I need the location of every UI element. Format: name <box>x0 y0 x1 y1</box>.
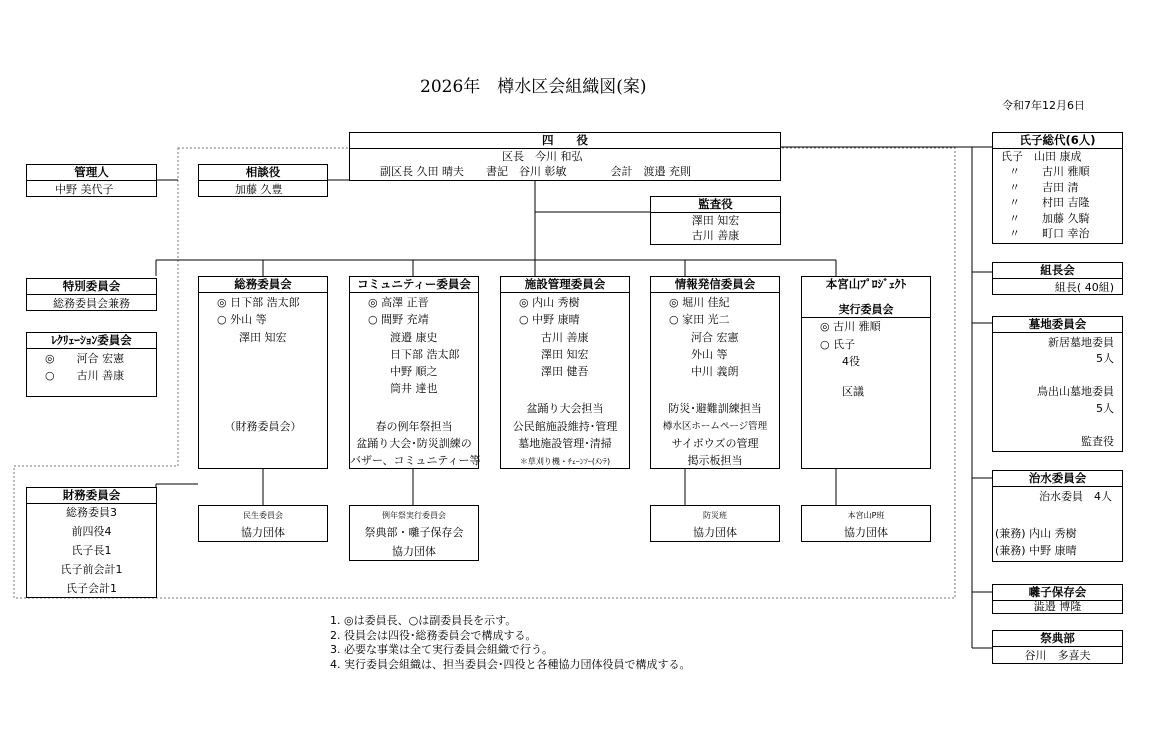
subgroup-minsei <box>198 505 328 542</box>
committee-member: ◎ 日下部 浩太郎 <box>217 296 300 309</box>
kansayaku-box <box>650 196 781 245</box>
zaimu-line: 氏子長1 <box>71 544 112 557</box>
zaimu-line: 氏子会計1 <box>66 582 117 595</box>
document-date: 令和7年12月6日 <box>1002 99 1085 112</box>
subgroup-title: 防災班 <box>703 511 727 520</box>
recreation-line: ○ 古川 善康 <box>45 369 125 382</box>
zaimu-line: 前四役4 <box>71 525 112 538</box>
committee-member: 4役 <box>820 355 860 368</box>
ujiko-member: 〃 町口 幸治 <box>1009 227 1090 240</box>
bochi-line: 5人 <box>1096 352 1114 365</box>
zaimu-header: 財務委員会 <box>27 488 156 504</box>
kumicho-box <box>992 262 1123 295</box>
chisui-header: 治水委員会 <box>993 471 1122 487</box>
committee-duty: 盆踊り大会担当 <box>526 402 604 415</box>
recreation-header: ﾚｸﾘｪｰｼｮﾝ委員会 <box>27 333 156 349</box>
saiten-header: 祭典部 <box>993 631 1122 647</box>
committee-shisetsu <box>500 276 630 469</box>
committee-member: 澤田 知宏 <box>519 348 589 361</box>
hayashi-box <box>992 584 1123 614</box>
committee-community <box>349 276 479 469</box>
chisui-line: 治水委員 4人 <box>1039 490 1112 503</box>
chisui-line: (兼務) 内山 秀樹 <box>995 527 1077 540</box>
bochi-header: 墓地委員会 <box>993 317 1122 333</box>
committee-header: 情報発信委員会 <box>651 277 779 293</box>
hayashi-member: 澁邉 博隆 <box>1033 600 1082 613</box>
recreation-box <box>26 332 157 397</box>
kumicho-member: 組長( 40組) <box>1054 281 1114 294</box>
committee-duty: 春の例年祭担当 <box>375 420 453 433</box>
committee-duty: 盆踊り大会･防災訓練の <box>356 437 472 450</box>
recreation-line: ◎ 河合 宏憲 <box>45 352 125 365</box>
shiyaku-header: 四 役 <box>350 133 780 149</box>
ujiko-member: 氏子 山田 康成 <box>1001 150 1082 163</box>
committee-member: ○ 外山 等 <box>217 313 267 326</box>
committee-member: ○ 家田 光二 <box>669 313 730 326</box>
kanrinin-member: 中野 美代子 <box>55 183 114 196</box>
kansayaku-member: 澤田 知宏 <box>691 214 740 227</box>
committee-header: 総務委員会 <box>199 277 327 293</box>
chisui-line: (兼務) 中野 康晴 <box>995 544 1077 557</box>
committee-hongusan <box>801 276 931 469</box>
committee-somu <box>198 276 328 469</box>
committee-member: 澤田 健吾 <box>519 365 589 378</box>
saiten-box <box>992 630 1123 664</box>
tokubetsu-header: 特別委員会 <box>27 279 156 295</box>
sodanyaku-box <box>198 164 328 197</box>
committee-member: 渡邉 康史 <box>368 331 438 344</box>
committee-member: 区議 <box>820 385 864 398</box>
committee-header: 本宮山ﾌﾟﾛｼﾞｪｸﾄ <box>825 277 907 291</box>
committee-duty: 樽水区ホームページ管理 <box>662 421 768 432</box>
ujiko-sodai-box <box>992 132 1123 244</box>
committee-duty: （財務委員会） <box>224 420 302 433</box>
committee-member: ◎ 堀川 佳紀 <box>669 296 730 309</box>
sodanyaku-member: 加藤 久豊 <box>235 183 283 196</box>
committee-duty: 掲示板担当 <box>687 454 743 467</box>
saiten-member: 谷川 多喜夫 <box>1024 649 1091 662</box>
committee-duty: 墓地施設管理･清掃 <box>518 437 612 450</box>
committee-header: コミュニティー委員会 <box>350 277 478 293</box>
hayashi-header: 囃子保存会 <box>993 585 1122 601</box>
subgroup-line: 協力団体 <box>392 545 436 558</box>
zaimu-line: 総務委員3 <box>66 506 117 519</box>
tokubetsu-member: 総務委員会兼務 <box>53 297 130 310</box>
committee-member: ◎ 内山 秀樹 <box>519 296 580 309</box>
page-title: 2026年 樽水区会組織図(案) <box>420 77 647 97</box>
note-item: 3. 必要な事業は全て実行委員会組織で行う。 <box>330 643 553 656</box>
ujiko-sodai-header: 氏子総代(6人) <box>993 133 1122 149</box>
subgroup-title: 本宮山P班 <box>847 511 885 520</box>
note-item: 4. 実行委員会組織は、担当委員会･四役と各種協力団体役員で構成する。 <box>330 657 691 671</box>
subgroup-line: 協力団体 <box>693 526 737 539</box>
committee-header: 施設管理委員会 <box>501 277 629 293</box>
kansayaku-member: 古川 善康 <box>691 229 740 242</box>
committee-duty: 防災･避難訓練担当 <box>668 402 762 415</box>
committee-member: ○ 中野 康晴 <box>519 313 580 326</box>
legend-notes <box>330 614 691 672</box>
committee-subheader: 実行委員会 <box>802 303 930 318</box>
committee-note: ＊草刈り機・ﾁｪｰﾝｿｰ(ﾒﾝﾃ) <box>519 457 611 466</box>
subgroup-reinensai <box>349 505 479 561</box>
committee-member: 澤田 知宏 <box>217 331 287 344</box>
ujiko-member: 〃 村田 吉隆 <box>1009 196 1090 209</box>
subgroup-line: 協力団体 <box>844 526 888 539</box>
committee-member: ○ 間野 充靖 <box>368 313 429 326</box>
committee-member: ◎ 高澤 正晋 <box>368 296 429 309</box>
bochi-line: 新居墓地委員 <box>1048 336 1114 349</box>
committee-duty: サイボウズの管理 <box>671 437 759 450</box>
committee-member: ◎ 古川 雅順 <box>820 320 881 333</box>
subgroup-line: 協力団体 <box>241 526 285 539</box>
kanrinin-box <box>26 164 157 197</box>
note-item: 1. ◎は委員長、○は副委員長を示す。 <box>330 614 517 627</box>
committee-member: ○ 氏子 <box>820 338 856 351</box>
subgroup-title: 例年祭実行委員会 <box>382 511 446 520</box>
bochi-line: 監査役 <box>1081 435 1114 448</box>
subgroup-bosai <box>650 505 780 542</box>
committee-joho <box>650 276 780 469</box>
bochi-line: 5人 <box>1096 402 1114 415</box>
shiyaku-line2: 副区長 久田 晴夫 書記 谷川 彰敏 会計 渡邉 充則 <box>380 165 691 178</box>
sodanyaku-header: 相談役 <box>199 165 327 181</box>
committee-member: 日下部 浩太郎 <box>368 348 460 361</box>
ujiko-member: 〃 古川 雅順 <box>1009 165 1090 178</box>
committee-member: 河合 宏憲 <box>669 331 739 344</box>
shiyaku-line1: 区長 今川 和弘 <box>502 150 583 163</box>
kanrinin-header: 管理人 <box>27 165 156 181</box>
committee-member: 古川 善康 <box>519 331 589 344</box>
zaimu-box <box>26 487 157 598</box>
subgroup-title: 民生委員会 <box>243 511 283 520</box>
committee-member: 筒井 達也 <box>368 382 438 395</box>
shiyaku-box <box>349 132 781 181</box>
chisui-box <box>992 470 1123 562</box>
committee-duty: 公民館施設維持･管理 <box>512 420 618 433</box>
note-item: 2. 役員会は四役･総務委員会で構成する。 <box>330 628 537 642</box>
kumicho-header: 組長会 <box>993 263 1122 279</box>
bochi-line: 鳥出山墓地委員 <box>1037 385 1114 398</box>
subgroup-line: 祭典部・囃子保存会 <box>364 526 464 539</box>
committee-duty: バザー、コミュニティー等 <box>350 454 481 467</box>
zaimu-line: 氏子前会計1 <box>60 563 123 576</box>
committee-member: 中川 義朗 <box>669 365 739 378</box>
ujiko-member: 〃 加藤 久騎 <box>1009 212 1090 225</box>
committee-member: 外山 等 <box>669 348 728 361</box>
committee-member: 中野 順之 <box>368 365 438 378</box>
kansayaku-header: 監査役 <box>651 197 780 213</box>
bochi-box <box>992 316 1123 452</box>
tokubetsu-box <box>26 278 157 311</box>
ujiko-member: 〃 吉田 清 <box>1009 181 1079 194</box>
subgroup-hongusan <box>801 505 931 542</box>
